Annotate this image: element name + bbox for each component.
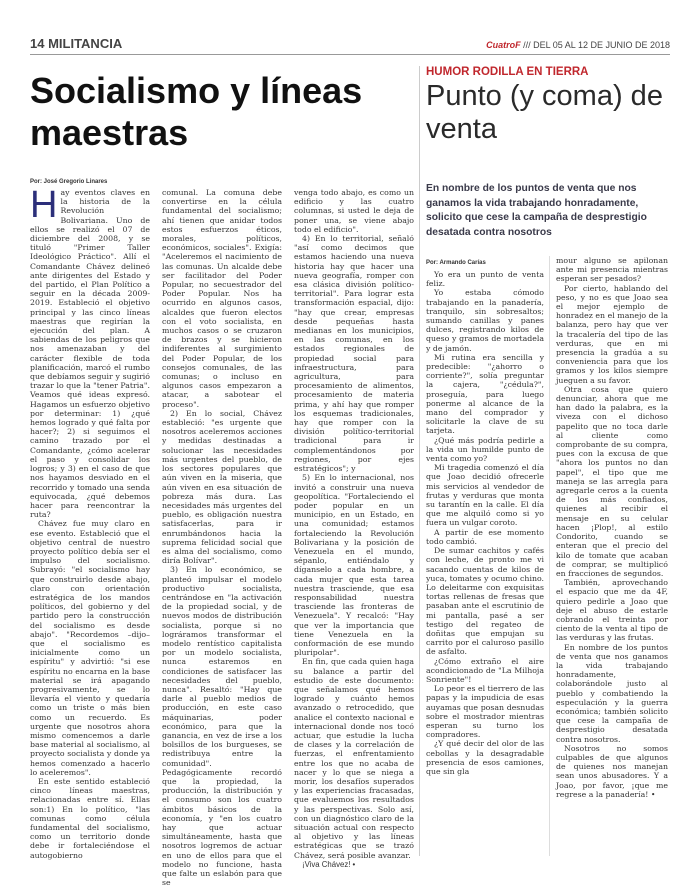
paragraph: ¿Qué más podría pedirle a la vida un humilde punto de venta como yo?: [426, 435, 544, 464]
paragraph: Nosotros no somos culpables de que algunos de quienes nos manejan sean unos abusadores. Y a Joao, por favor, ¡que me regrese a la panadería! •: [556, 743, 668, 799]
opinion-column-2: [556, 256, 668, 860]
paragraph: Lo peor es el tierrero de las papas y la impudicia de esas auyamas que posan desnudas sobre el mostrador mientras esperan su turno los compradores.: [426, 684, 544, 740]
issue-date-range: /// DEL 05 AL 12 DE JUNIO DE 2018: [523, 40, 670, 50]
article-byline: Por: José Gregorio Linares: [30, 179, 108, 185]
paragraph: mour alguno se apilonan ante mi presencia mientras esperan ser pesados?: [556, 256, 668, 284]
publication-logo: CuatroF: [486, 40, 521, 50]
column-divider: [549, 256, 550, 856]
paragraph: Otra cosa que quiero denunciar, ahora que me han dado la palabra, es la viveza con el dichoso papelito que no toca darle al cliente como comprobante de su compra, pues con la excusa de que "ahora los puntos no dan papel", el tipo que me maneja se las arregla para agregarle ceros a la cuenta de los más confiados, quienes al recibir el mensaje en su celular hacen ¡Plop!, al estilo Condorito, cuando se enteran que el precio del kilo de tomate que acaban de comprar, se multiplicó en fracciones de segundos.: [556, 384, 668, 578]
article-title: Socialismo y líneas maestras: [30, 70, 363, 153]
section-label: 14 MILITANCIA: [30, 36, 123, 51]
paragraph: 2) En lo social, Chávez estableció: "es urgente que nosotros aceleremos acciones y medidas destinadas a solucionar las necesidades más urgentes del pueblo, de los sectores populares que aún viven en la miseria, que aún viven en esa situación de pobreza más dura. Las necesidades más urgentes del pueblo, es obligación nuestra satisfacerlas, para ir enrumbándonos hacia la suprema felicidad social que es alma del socialismo, como diría Bolívar".: [162, 408, 282, 566]
paragraph: 3) En lo económico, se planteó impulsar el modelo productivo socialista, centrándose en "la activación de la propiedad social, y de nuevos modos de distribución socialista, porque si no lográramos transformar el modelo rentístico capitalista por un modelo socialista, nunca estaremos en condiciones de satisfacer las necesidades del pueblo, nunca". Resaltó: "Hay que darle al pueblo medios de producción, en este caso máquinarias, poder económico, para que la ganancia, en vez de irse a los bolsillos de los burgueses, se redistribuya entre la comunidad". Pedagógicamente recordó que la propiedad, la producción, la distribución y el consumo son los cuatro ámbitos básicos de la economía, y "en los cuatro hay que actuar simultáneamente, hasta que nosotros logremos de actuar en uno de ellos para que el modelo no funcione, hasta que falte un eslabón para que se: [162, 565, 282, 887]
paragraph: De sumar cachitos y cafés con leche, de pronto me vi sacando cuentas de kilos de yuca, tomates y ocumo chino. Lo deleitarme con exquisitas tortas rellenas de fresas que pasaban ante el escrutinio de mi pantalla, pasé a ser testigo del regateo de doñitas que empujan su carrito por el caluroso pasillo de asfalto.: [426, 546, 544, 657]
paragraph: En nombre de los puntos de venta que nos ganamos la vida trabajando honradamente, colaborándole justo al pueblo y combatiendo la especulación y la guerra económica; también solicito que cese la campaña de desprestigio desatada contra nosotros.: [556, 642, 668, 744]
drop-cap: H: [30, 184, 58, 226]
page-header: [30, 34, 670, 55]
opinion-column-1: [426, 270, 544, 860]
issue-dates: [486, 40, 670, 54]
column-divider: [419, 66, 420, 856]
paragraph: También, aprovechando el espacio que me da 4F, quiero pedirle a Joao que deje el abuso de estarle cobrando el treinta por ciento de la venta al tipo de las verduras y las frutas.: [556, 578, 668, 643]
paragraph: 5) En lo internacional, nos invitó a construir una nueva geopolítica. "Fortaleciendo el poder popular en un municipio, en un Estado, en una comunidad; estamos fortaleciendo la Revolución Bolivariana y la posición de Venezuela en el mundo, sépanlo, entiéndalo y díganselo a cada hombre, a cada mujer que esta tarea nuestra trasciende, que esa responsabilidad nuestra trasciende las fronteras de Venezuela". Y recalcó: "Hay que ver la importancia que tiene Venezuela en la conformación de ese mundo pluripolar".: [294, 473, 414, 658]
paragraph: Por cierto, hablando del peso, y no es que Joao sea el mejor ejemplo de honradez en el manejo de la balanza, pero hay que ver la tracalería del tipo de las verduras, que en mi presencia la gradúa a su conveniencia para que los gramos y los kilos siempre jueguen a su favor.: [556, 283, 668, 385]
paragraph: Chávez fue muy claro en ese evento. Estableció que el objetivo central de nuestro proyecto político debía ser el impulso del socialismo. Subrayó: "el socialismo hay que construirlo desde abajo, claro con orientación estratégica de los mandos políticos, del gobierno y del partido pero la construcción del socialismo es desde abajo". "Recordemos –dijo– que el socialismo es inicialmente como un espíritu" y advirtió: "si ese espíritu no encarna en la base material se irá apagando progresivamente, se lo llevaría el viento y quedaría como un triste o más bien como un recuerdo. Es urgente que nosotros ahora mismo comencemos a darle base material al socialismo, al proyecto socialista y donde ya hemos comenzado a hacerlo lo aceleremos".: [30, 519, 150, 777]
column-kicker: HUMOR RODILLA EN TIERRA: [426, 66, 589, 78]
paragraph: ¿Cómo extraño el aire acondicionado de "La Milhoja Sonriente"!: [426, 656, 544, 684]
column-lead: En nombre de los puntos de venta que nos ganamos la vida trabajando honradamente, solicito que cese la campaña de desprestigio desatada contra nosotros: [426, 183, 647, 238]
paragraph: 4) En lo territorial, señaló "así como decimos que estamos haciendo una nueva historia hay que hacer una nueva geografía, romper con esa clásica división político-territorial". Para lograr esta transformación espacial, dijo: "hay que crear, empresas desde pequeñas hasta medianas en los municipios, en las comunas, en los estados regionales de propiedad social para infraestructura, para agricultura, para procesamiento de alimentos, procesamiento de materia prima, y ahí hay que romper los esquemas tradicionales, hay que romper con la división político-territorial tradicional para ir complementándonos por regiones, por ejes estratégicos"; y: [294, 234, 414, 474]
paragraph: ay eventos claves en la historia de la Revolución Bolivariana. Uno de ellos se realizó el 07 de diciembre del 2008, y se tituló "Primer Taller Ideológico Práctico". Allí el Comandante Chávez delineó ante dirigentes del Estado y del partido, el Plan Político a seguir en la década 2009-2019. Estableció el objetivo principal y las cinco líneas maestras que regirían la ejecución del plan. A sabiendas de los peligros que nos amenazaban y del carácter flexible de toda planificación, marcó el rumbo que debíamos seguir y sugirió trazar lo que la "tener Patria". Veamos qué ideas expresó. Hagamos un esfuerzo objetivo por determinar: 1) ¿qué hemos logrado y qué falta por hacer?; 2) si seguimos el camino trazado por el Comandante, ¿cómo acelerar el paso y consolidar los logros; y 3) en el caso de que nos hayamos desviado en el recorrido y tomado una senda equivocada, ¿qué debemos hacer para reencontrar la ruta?: [30, 188, 150, 520]
paragraph: Yo estaba cómodo trabajando en la panadería, tranquilo, sin sobresaltos; sumando canillas y panes dulces, registrando kilos de queso y gramos de mortadela y de jamón.: [426, 288, 544, 353]
paragraph: Mi tragedia comenzó el día que Joao decidió ofrecerle mis servicios al vendedor de frutas y verduras que monta su tarantín en la calle. El día que me alquiló como si yo fuera un vulgar coroto.: [426, 463, 544, 528]
article-column-3: [294, 188, 414, 869]
paragraph: comunal. La comuna debe convertirse en la célula fundamental del socialismo; ahí tienen que anidar todos estos esfuerzos éticos, morales, políticos, económicos, sociales". Exigía: "Aceleremos el nacimiento de las comunas. Un alcalde debe ser facilitador del Poder Popular, no secuestrador del Poder Popular. Nos ha ocurrido en algunos casos, alcaldes que fueron electos con el voto socialista, en muchos casos o se cruzaron de brazos y se hicieron indiferentes al surgimiento del Poder Popular, de los consejos comunales, de las comunas; o incluso en algunos casos empezaron a atacar, a sabotear el proceso".: [162, 188, 282, 409]
column-byline: Por: Armando Carías: [426, 260, 486, 266]
paragraph: En fin, que cada quien haga su balance a partir del estudio de este documento: que señalamos qué hemos logrado y cuánto hemos avanzado o retrocedido, que analice el contexto nacional e internacional donde nos tocó actuar, que estudie la lucha de clases y la correlación de fuerzas, el enfrentamiento entre los que no acaba de nacer y lo que se niega a morir, los desafíos superados y las experiencias fracasadas, que evaluemos los resultados y las perspectivas. Solo así, con un diagnóstico claro de la situación actual con respecto al objetivo y las líneas estratégicas que se trazó Chávez, será posible avanzar.: [294, 657, 414, 860]
paragraph: En este sentido estableció cinco líneas maestras, relacionadas entre sí. Ellas son:1) En lo político, "las comunas como célula fundamental del socialismo, como un territorio donde debe ir fortaleciéndose el autogobierno: [30, 777, 150, 860]
paragraph: ¿Y qué decir del olor de las cebollas y la desagradable presencia de esos camiones, que sin gla: [426, 739, 544, 776]
paragraph: venga todo abajo, es como un edificio y las cuatro columnas, si usted le deja de poner una, se viene abajo todo el edificio".: [294, 188, 414, 234]
opinion-header: [426, 66, 666, 146]
article-column-2: [162, 188, 282, 887]
paragraph: ¡Viva Chávez! •: [302, 859, 356, 869]
paragraph: Mi rutina era sencilla y predecible: "¿ahorro o corriente?", solía preguntar la cajera, "¿cédula?", proseguía, para luego ponerme al alcance de la mano del comprador y solicitarle la clave de su tarjeta.: [426, 352, 544, 436]
paragraph: Yo era un punto de venta feliz.: [426, 270, 544, 289]
paragraph: A partir de ese momento todo cambió.: [426, 527, 544, 546]
article-column-1: [30, 184, 150, 860]
column-title: Punto (y coma) de venta: [426, 80, 663, 145]
